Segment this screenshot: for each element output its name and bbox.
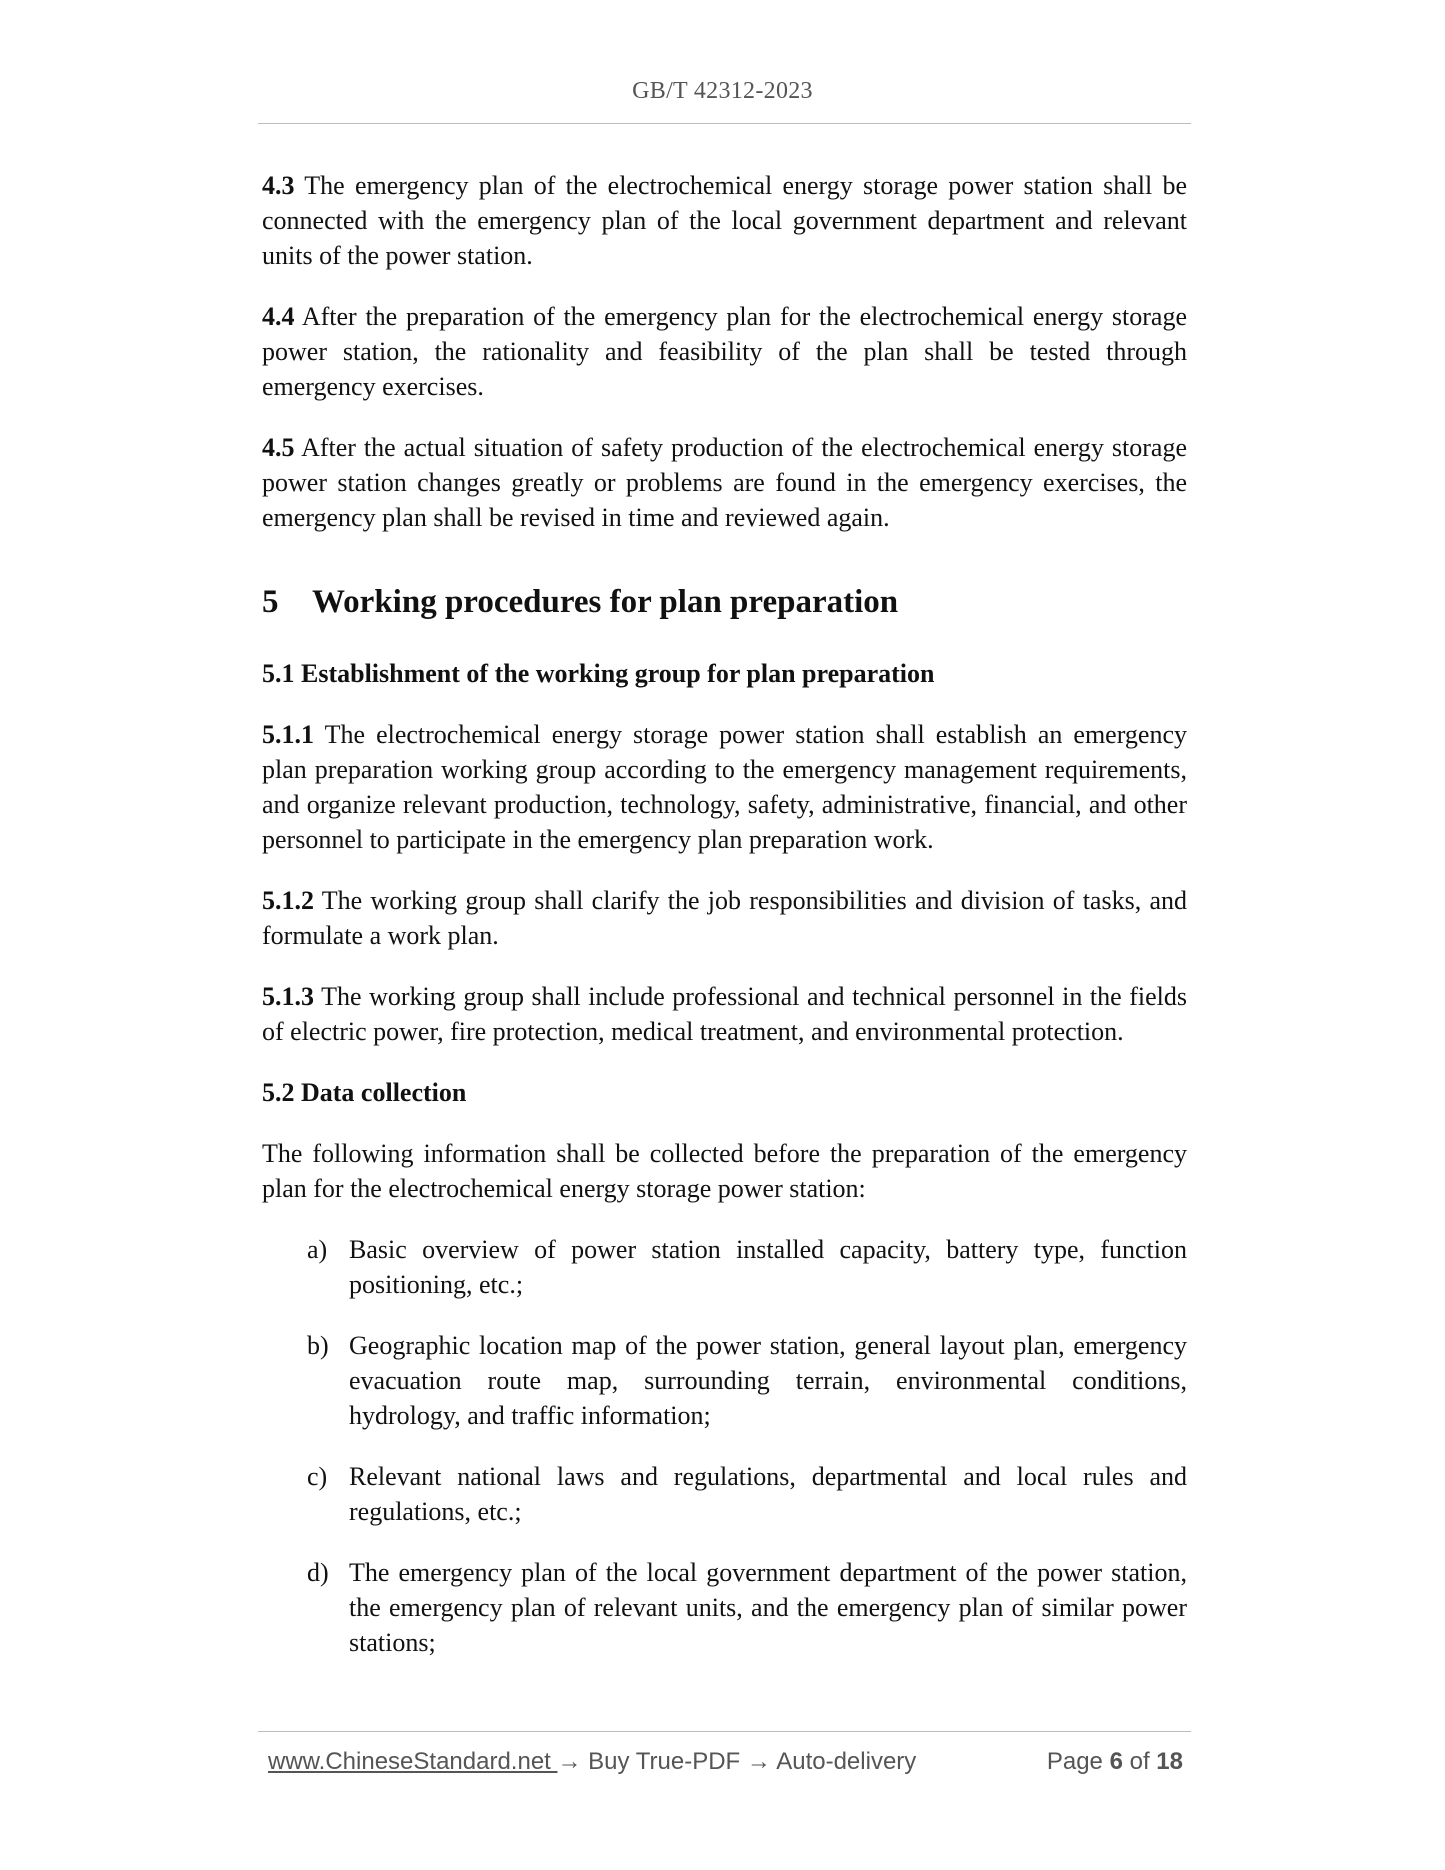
clause-5-1-1	[262, 717, 1187, 857]
list-item	[262, 1328, 1187, 1433]
document-header-title: GB/T 42312-2023	[632, 78, 813, 104]
website-link[interactable]: www.ChineseStandard.net	[268, 1748, 558, 1775]
list-item-text: Basic overview of power station installed capacity, battery type, function positioning, etc.;	[349, 1235, 1187, 1299]
list-item	[262, 1232, 1187, 1302]
clause-text: The electrochemical energy storage power station shall establish an emergency plan preparation working group according to the emergency management requirements, and organize relevant production, technology, safety, administrative, financial, and other personnel to participate in the emergency plan preparation work.	[262, 720, 1187, 854]
footer-promo-text: → Buy True-PDF → Auto-delivery	[557, 1748, 917, 1775]
list-marker: d)	[307, 1558, 329, 1587]
clause-text: After the preparation of the emergency plan for the electrochemical energy storage power station, the rationality and feasibility of the plan shall be tested through emergency exercises.	[262, 302, 1187, 401]
subsection-5-2-heading: 5.2 Data collection	[262, 1078, 467, 1107]
data-collection-list	[262, 1232, 1187, 1660]
clause-number: 4.3	[262, 171, 295, 200]
clause-text: After the actual situation of safety production of the electrochemical energy storage power station changes greatly or problems are found in the emergency exercises, the emergency plan shall be revised in time and reviewed again.	[262, 433, 1187, 532]
section-number: 5	[262, 584, 279, 620]
footer-divider	[258, 1731, 1191, 1732]
clause-4-5	[262, 430, 1187, 535]
clause-number: 5.1.3	[262, 982, 314, 1011]
list-item	[262, 1459, 1187, 1529]
header-divider	[258, 123, 1191, 124]
footer-promo	[268, 1748, 916, 1776]
clause-5-1-2	[262, 883, 1187, 953]
subsection-5-1-heading: 5.1 Establishment of the working group for plan preparation	[262, 659, 935, 688]
clause-text: The working group shall include professional and technical personnel in the fields of electric power, fire protection, medical treatment, and environmental protection.	[262, 982, 1187, 1046]
list-item-text: Relevant national laws and regulations, departmental and local rules and regulations, etc.;	[349, 1462, 1187, 1526]
list-item	[262, 1555, 1187, 1660]
clause-5-1-3	[262, 979, 1187, 1049]
clause-text: The emergency plan of the electrochemical energy storage power station shall be connected with the emergency plan of the local government department and relevant units of the power station.	[262, 171, 1187, 270]
page-footer	[268, 1748, 1183, 1784]
data-collection-intro: The following information shall be collected before the preparation of the emergency plan for the electrochemical energy storage power station:	[262, 1139, 1187, 1203]
clause-4-4	[262, 299, 1187, 404]
clause-4-3	[262, 168, 1187, 273]
list-marker: c)	[307, 1462, 328, 1491]
section-title: Working procedures for plan preparation	[312, 584, 899, 620]
list-item-text: The emergency plan of the local government department of the power station, the emergency plan of relevant units, and the emergency plan of similar power stations;	[349, 1558, 1187, 1657]
list-marker: a)	[307, 1235, 328, 1264]
page-of-label: of	[1129, 1748, 1150, 1775]
clause-number: 4.5	[262, 433, 295, 462]
page-number	[1047, 1748, 1183, 1776]
section-5-heading	[262, 582, 1187, 622]
list-marker: b)	[307, 1331, 329, 1360]
clause-text: The working group shall clarify the job responsibilities and division of tasks, and formulate a work plan.	[262, 886, 1187, 950]
total-page-number: 18	[1156, 1748, 1183, 1775]
clause-number: 4.4	[262, 302, 295, 331]
clause-number: 5.1.2	[262, 886, 314, 915]
clause-number: 5.1.1	[262, 720, 314, 749]
document-body	[262, 168, 1187, 1686]
current-page-number: 6	[1109, 1748, 1123, 1775]
list-item-text: Geographic location map of the power station, general layout plan, emergency evacuation route map, surrounding terrain, environmental conditions, hydrology, and traffic information;	[349, 1331, 1187, 1430]
page-label: Page	[1046, 1748, 1103, 1775]
